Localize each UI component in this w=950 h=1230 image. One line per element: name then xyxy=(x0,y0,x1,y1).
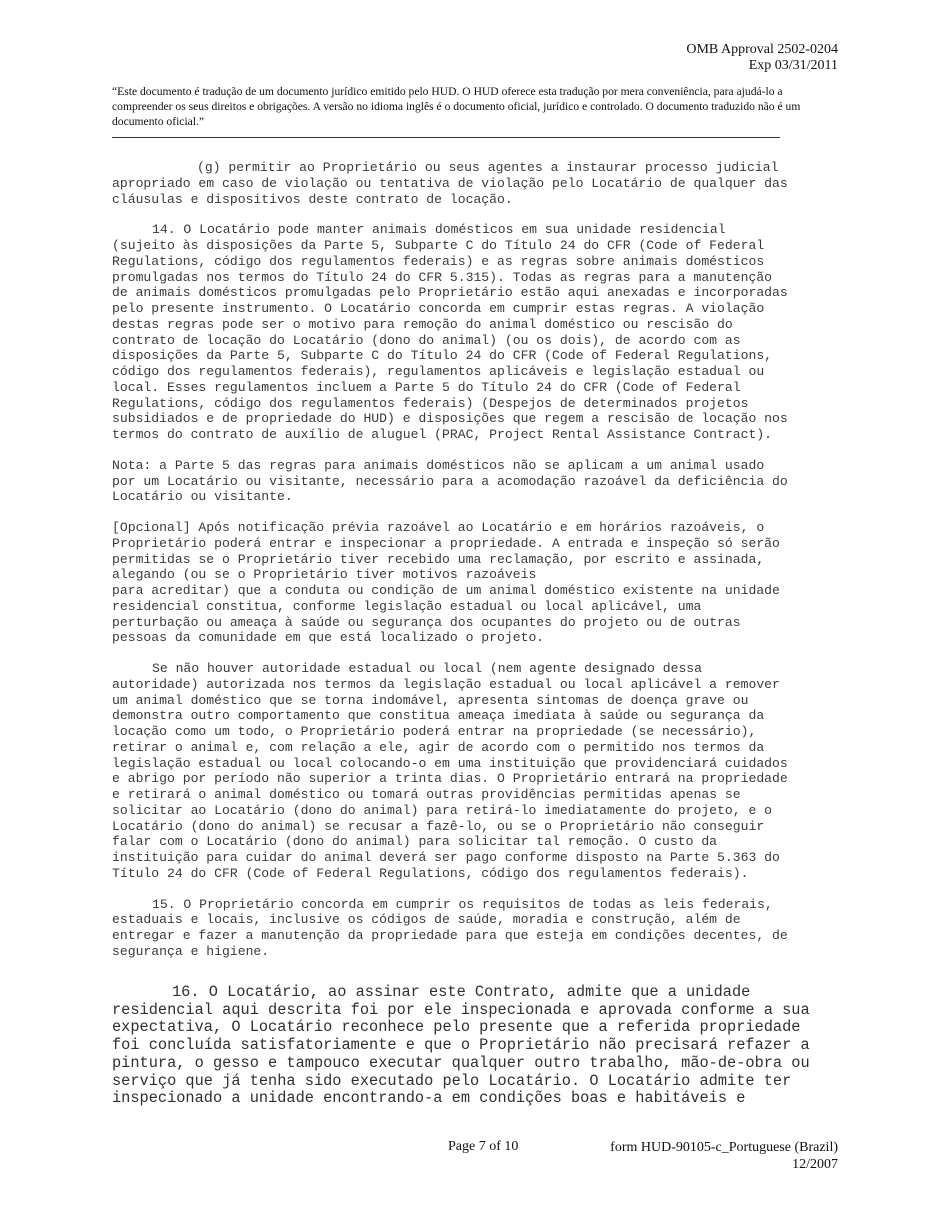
form-identifier xyxy=(610,1139,838,1173)
translation-disclaimer: “Este documento é tradução de um documento jurídico emitido pelo HUD. O HUD oferece esta tradução por mera conveniência, para ajudá-lo a compreender os seus direitos e obrigações. A versão no idioma inglês é o documento oficial, jurídico e controlado. O documento traduzido não é um documento oficial.” xyxy=(112,85,801,128)
clause-g: (g) permitir ao Proprietário ou seus agentes a instaurar processo judicial apropriado em caso de violação ou tentativa de violação pelo Locatário de qualquer das cláusulas e dispositivos deste contrato de locação. xyxy=(112,160,788,207)
page-number: Page 7 of 10 xyxy=(448,1139,519,1154)
form-date: 12/2007 xyxy=(792,1157,838,1172)
clause-14-pets: 14. O Locatário pode manter animais domésticos em sua unidade residencial (sujeito às disposições da Parte 5, Subparte C do Título 24 do CFR (Code of Federal Regulations, código dos regulamentos federais) e as regras sobre animais domésticos promulgadas nos termos do Título 24 do CFR 5.315). Todas as regras para a manutenção de animais domésticos promulgadas pelo Proprietário estão aqui anexadas e incorporadas pelo presente instrumento. O Locatário concorda em cumprir estas regras. A violação destas regras pode ser o motivo para remoção do animal doméstico ou rescisão do contrato de locação do Locatário (dono do animal) (ou os dois), de acordo com as disposições da Parte 5, Subparte C do Título 24 do CFR (Code of Federal Regulations, código dos regulamentos federais), regulamentos aplicáveis e legislação estadual ou local. Esses regulamentos incluem a Parte 5 do Título 24 do CFR (Code of Federal Regulations, código dos regulamentos federais) (Despejos de determinados projetos subsidiados e de propriedade do HUD) e disposições que regem a rescisão de locação nos termos do contrato de auxílio de aluguel (PRAC, Project Rental Assistance Contract). xyxy=(112,222,788,442)
optional-inspection-paragraph: [Opcional] Após notificação prévia razoável ao Locatário e em horários razoáveis, o Proprietário poderá entrar e inspecionar a propriedade. A entrada e inspeção só serão permitidas se o Proprietário tiver recebido uma reclamação, por escrito e assinada, alegando (ou se o Proprietário tiver motivos razoáveis para acreditar) que a conduta ou condição de um animal doméstico existente na unidade residencial constitua, conforme legislação estadual ou local aplicável, uma perturbação ou ameaça à saúde ou segurança dos ocupantes do projeto ou de outras pessoas da comunidade em que está localizado o projeto. xyxy=(112,520,780,646)
animal-removal-paragraph: Se não houver autoridade estadual ou local (nem agente designado dessa autoridade) autorizada nos termos da legislação estadual ou local aplicável a remover um animal doméstico que se torna indomável, apresenta sintomas de doença grave ou demonstra outro comportamento que constitua ameaça imediata à saúde ou segurança da locação como um todo, o Proprietário poderá entrar na propriedade (se necessário), retirar o animal e, com relação a ele, agir de acordo com o permitido nos termos da legislação estadual ou local colocando-o em uma instituição que providenciará cuidados e abrigo por período não superior a trinta dias. O Proprietário entrará na propriedade e retirará o animal doméstico ou tomará outras providências permitidas apenas se solicitar ao Locatário (dono do animal) para retirá-lo imediatamente do projeto, e o Locatário (dono do animal) se recusar a fazê-lo, ou se o Proprietário não conseguir falar com o Locatário (dono do animal) para solicitar tal remoção. O custo da instituição para cuidar do animal deverá ser pago conforme disposto na Parte 5.363 do Título 24 do CFR (Code of Federal Regulations, código dos regulamentos federais). xyxy=(112,661,788,881)
omb-expiration-date: Exp 03/31/2011 xyxy=(748,58,838,73)
header-divider xyxy=(112,137,780,138)
clause-16-inspection xyxy=(112,984,842,1108)
clause-16-text: 16. O Locatário, ao assinar este Contrato, admite que a unidade residencial aqui descrita foi por ele inspecionada e aprovada conforme a sua expectativa, O Locatário reconhece pelo presente que a referida propriedade foi concluída satisfatoriamente e que o Proprietário não precisará refazer a pintura, o gesso e tampouco executar qualquer outro trabalho, mão-de-obra ou serviço que já tenha sido executado pelo Locatário. O Locatário admite ter inspecionado a unidade encontrando-a em condições boas e habitáveis e xyxy=(112,983,810,1108)
omb-approval-number: OMB Approval 2502-0204 xyxy=(686,42,838,57)
form-name: form HUD-90105-c_Portuguese (Brazil) xyxy=(610,1140,838,1155)
omb-approval-block xyxy=(686,42,838,74)
document-body xyxy=(112,160,842,960)
clause-15-compliance: 15. O Proprietário concorda em cumprir os requisitos de todas as leis federais, estaduais e locais, inclusive os códigos de saúde, moradia e construção, além de entregar e fazer a manutenção da propriedade para que esteja em condições decentes, de segurança e higiene. xyxy=(112,896,788,959)
note-paragraph: Nota: a Parte 5 das regras para animais domésticos não se aplicam a um animal usado por um Locatário ou visitante, necessário para a acomodação razoável da deficiência do Locatário ou visitante. xyxy=(112,457,788,505)
